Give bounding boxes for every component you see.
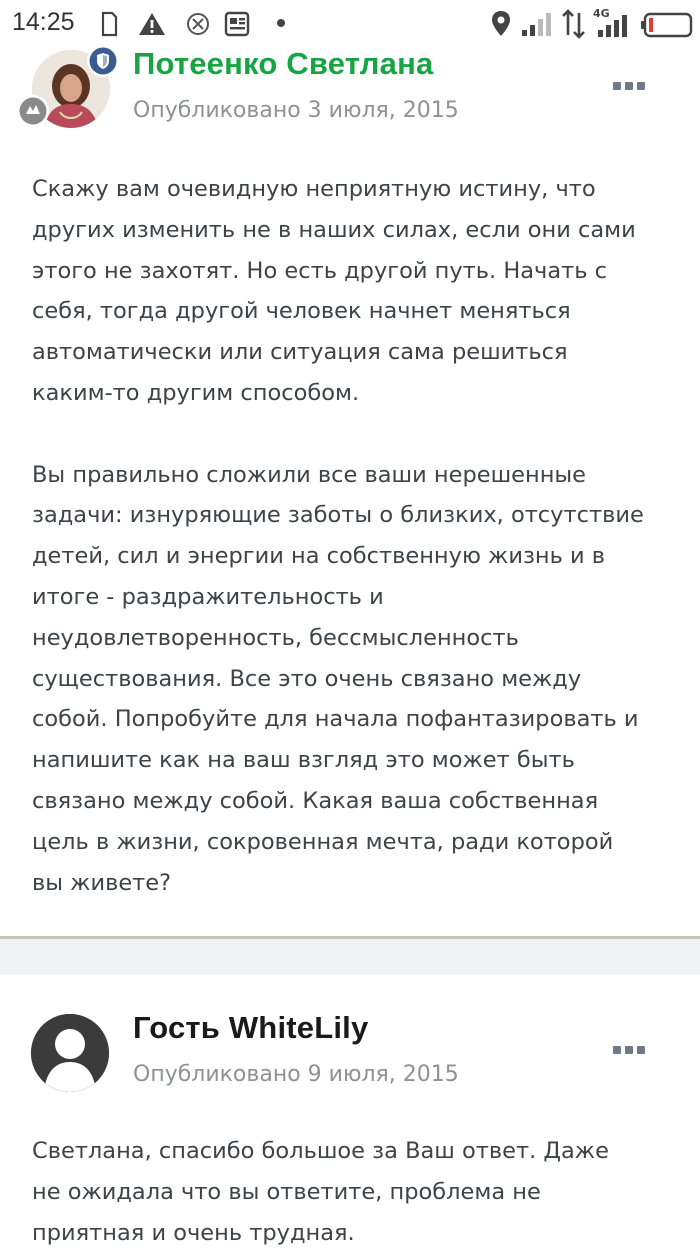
location-icon [490,10,512,38]
status-time: 14:25 [12,8,75,36]
published-date[interactable]: Опубликовано 9 июля, 2015 [133,1062,459,1087]
default-user-icon [31,1014,109,1092]
post-gap [0,939,700,975]
post-content [32,169,677,903]
blocked-icon [186,12,210,36]
published-date[interactable]: Опубликовано 3 июля, 2015 [133,98,459,123]
battery-icon [640,12,694,38]
author-avatar[interactable] [31,1014,109,1092]
paragraph: Светлана, спасибо большое за Ваш ответ. Даже не ожидала что вы ответите, проблема не приятная и очень трудная. [32,1138,609,1246]
author-name[interactable]: Гость WhiteLily [133,1010,369,1045]
more-options-button[interactable] [613,79,647,93]
author-name[interactable]: Потеенко Светлана [133,46,434,81]
moderator-badge-icon [86,44,120,78]
network-type: 4G [593,7,610,20]
more-options-button[interactable] [613,1043,647,1057]
notification-dot-icon [276,18,286,28]
rank-badge-icon [16,94,50,128]
warning-icon [138,11,166,37]
paragraph: Скажу вам очевидную неприятную истину, что других изменить не в наших силах, если они сами этого не захотят. Но есть другой путь. Начать с себя, тогда другой человек начнет меняться автоматически или ситуация сама решиться каким-то другим способом. [32,176,636,406]
data-transfer-icon [560,9,588,39]
status-bar [0,0,700,48]
paragraph: Вы правильно сложили все ваши нерешенные задачи: изнуряющие заботы о близких, отсутствие детей, сил и энергии на собственную жизнь и в итоге - раздражительность и неудовлетворенность, бессмысленность существования. Все это очень связано между собой. Попробуйте для начала пофантазировать и напишите как на ваш взгляд это может быть связано между собой. Какая ваша собственная цель в жизни, сокровенная мечта, ради которой вы живете? [32,461,644,896]
signal-strength-icon [520,10,554,38]
signal-4g-icon [596,12,630,38]
sim-card-icon [100,11,118,37]
news-icon [224,11,252,37]
post-content [32,1131,677,1253]
